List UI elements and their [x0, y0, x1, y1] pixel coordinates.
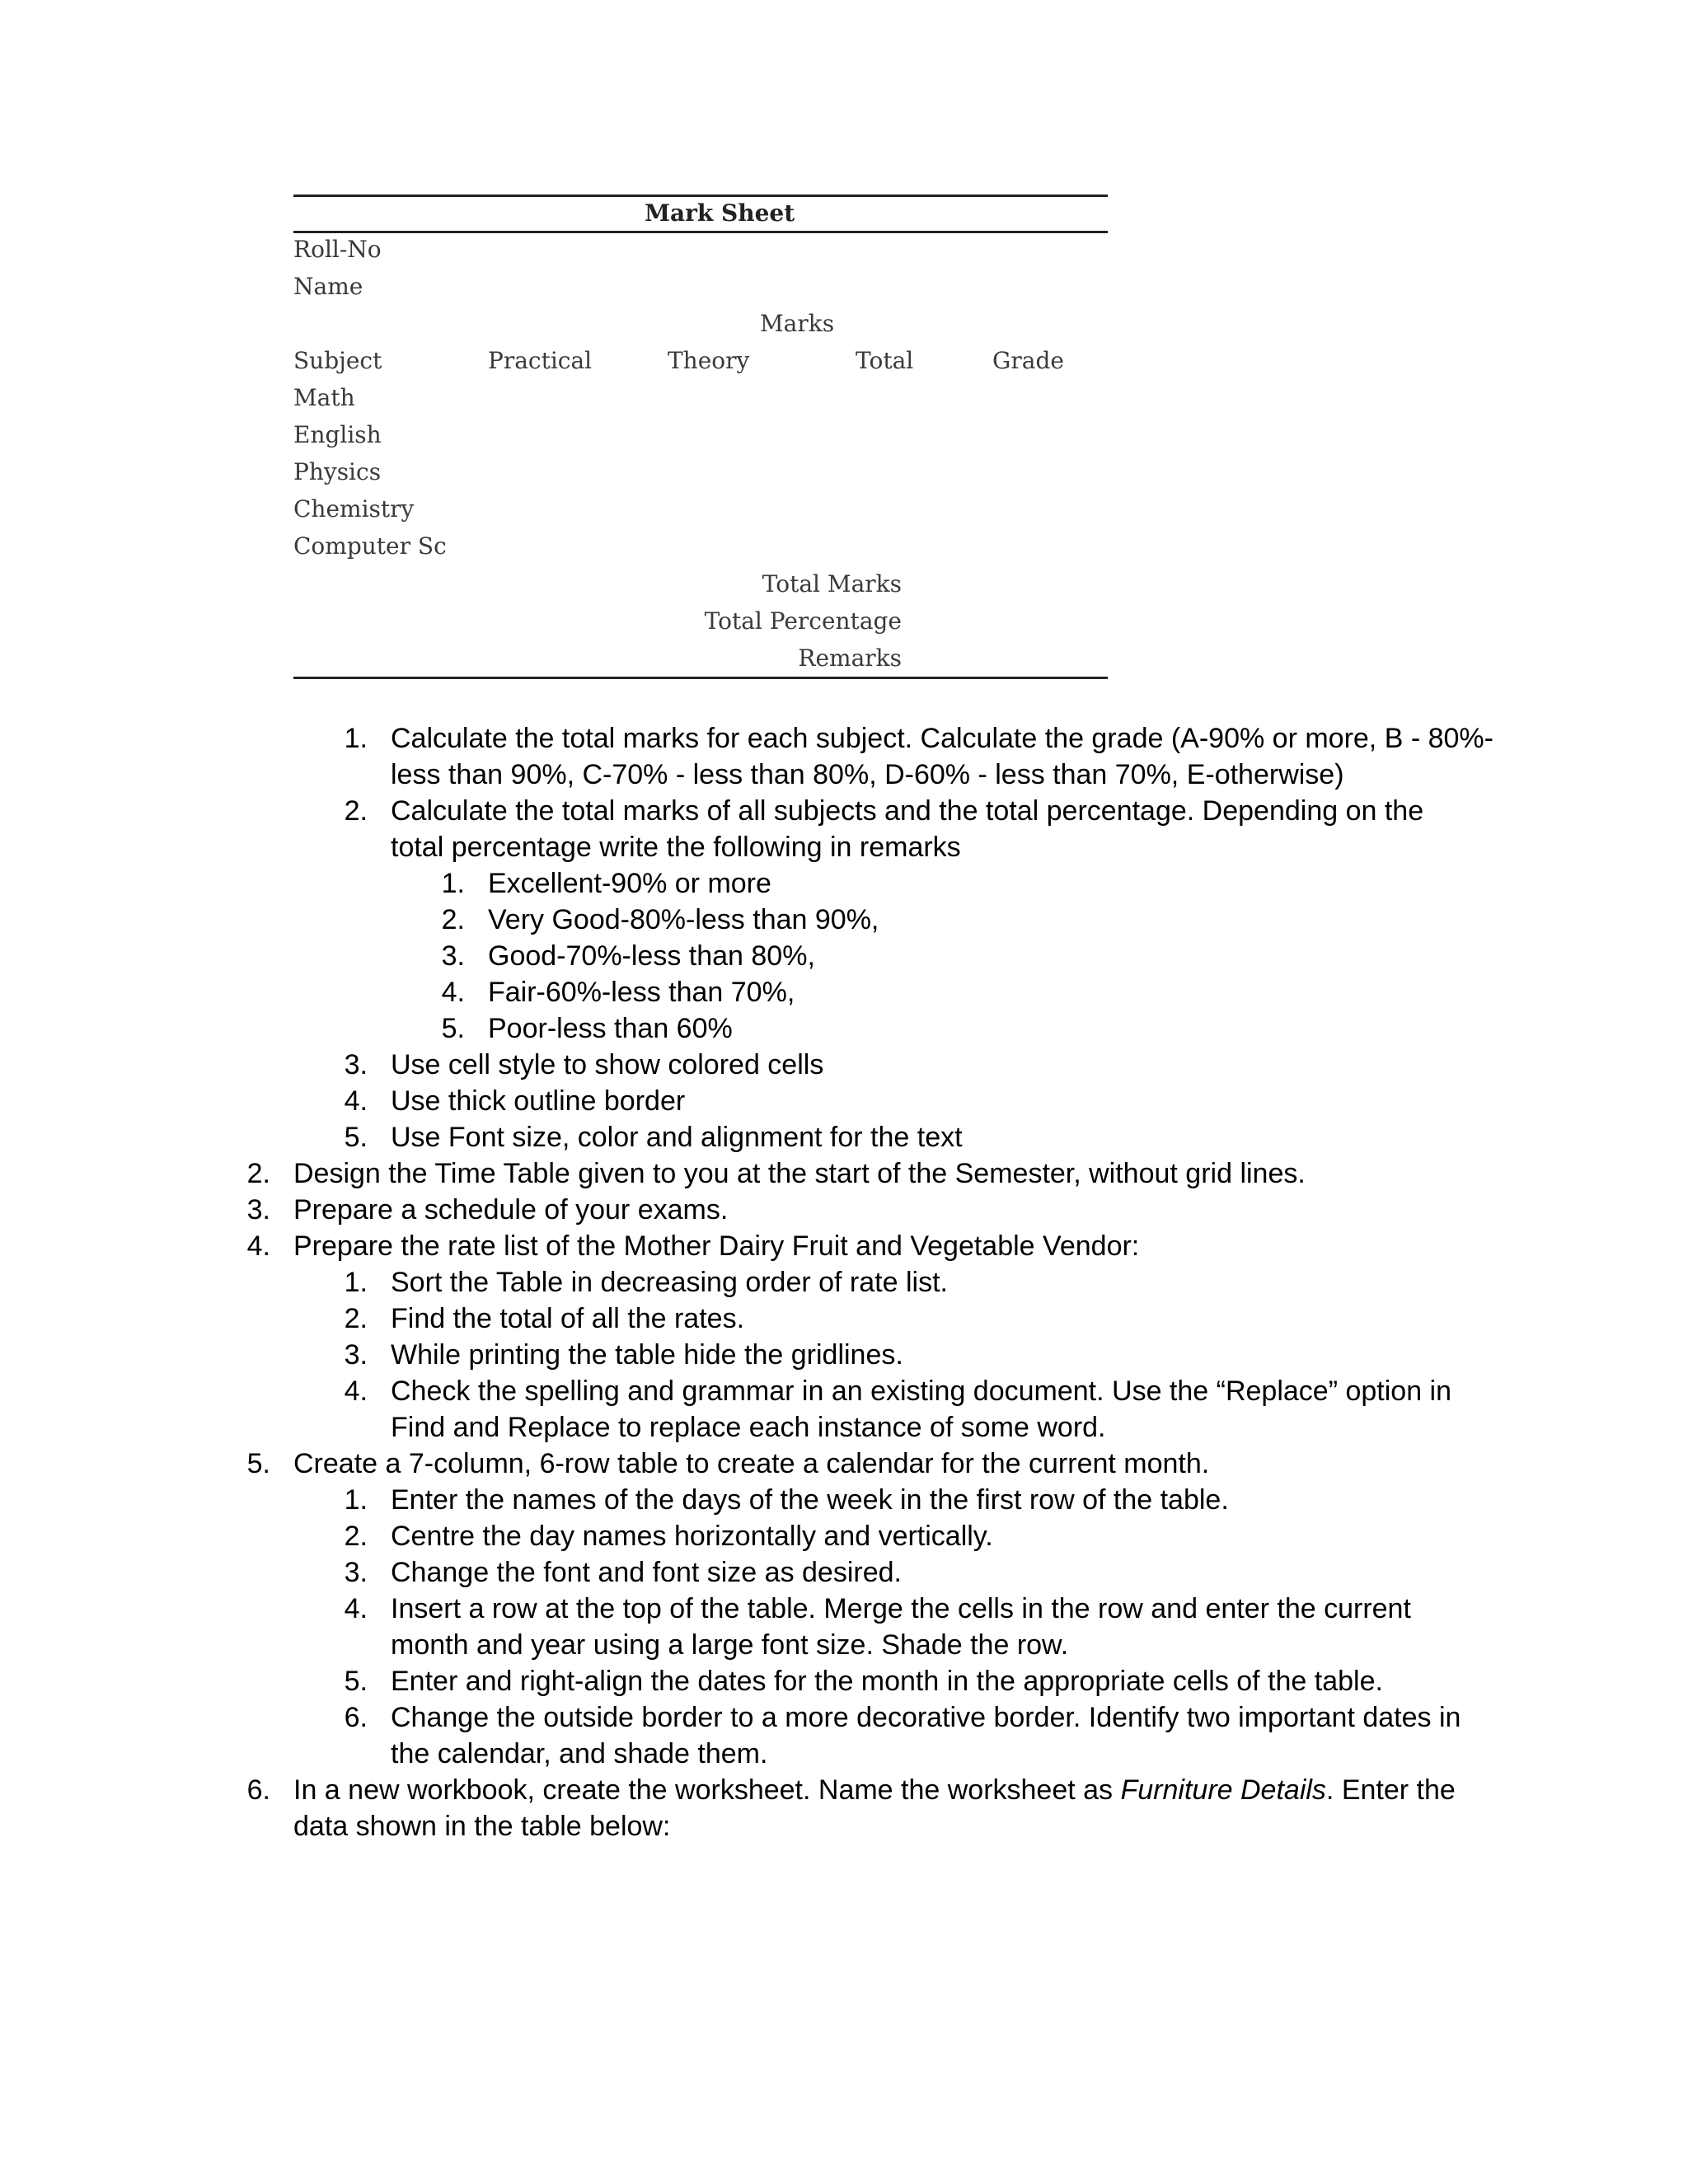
- list-item: While printing the table hide the gridlines.: [391, 1339, 903, 1371]
- list-item: Change the font and font size as desired.: [391, 1557, 902, 1588]
- list-item: Prepare a schedule of your exams.: [293, 1194, 729, 1226]
- list-item-continuation: less than 90%, C-70% - less than 80%, D-60% - less than 70%, E-otherwise): [391, 759, 1344, 790]
- mark-sheet-figure: [293, 194, 1108, 679]
- column-subject: Subject: [293, 347, 382, 374]
- list-item-continuation: data shown in the table below:: [293, 1811, 671, 1842]
- column-theory: Theory: [668, 347, 750, 374]
- subject-row: Chemistry: [293, 495, 415, 523]
- list-item-continuation: total percentage write the following in remarks: [391, 832, 961, 863]
- subject-row: Physics: [293, 458, 382, 485]
- list-item: Very Good-80%-less than 90%,: [488, 904, 879, 935]
- list-item: Insert a row at the top of the table. Merge the cells in the row and enter the current: [391, 1593, 1411, 1624]
- roll-no-label: Roll-No: [293, 236, 382, 263]
- list-number: 3.: [246, 1194, 270, 1226]
- list-number: 4.: [344, 1593, 368, 1624]
- top-rule: [293, 194, 1108, 197]
- column-grade: Grade: [992, 347, 1064, 374]
- list-item: Calculate the total marks of all subjects and the total percentage. Depending on the: [391, 795, 1424, 827]
- list-number: 4.: [441, 977, 465, 1008]
- list-number: 2.: [344, 1521, 368, 1552]
- list-item: Change the outside border to a more decorative border. Identify two important dates in: [391, 1702, 1461, 1733]
- list-number: 6.: [246, 1774, 270, 1806]
- item-text: In a new workbook, create the worksheet. Name the worksheet as: [293, 1774, 1121, 1806]
- list-item: Centre the day names horizontally and vertically.: [391, 1521, 993, 1552]
- list-number: 3.: [344, 1049, 368, 1080]
- subject-row: Math: [293, 384, 355, 411]
- list-item: Prepare the rate list of the Mother Dairy Fruit and Vegetable Vendor:: [293, 1230, 1140, 1262]
- list-item: Design the Time Table given to you at the start of the Semester, without grid lines.: [293, 1158, 1306, 1189]
- item-text: . Enter the: [1325, 1774, 1456, 1806]
- mark-sheet-title: Mark Sheet: [645, 199, 795, 227]
- list-item: Check the spelling and grammar in an existing document. Use the “Replace” option in: [391, 1376, 1452, 1407]
- subject-row: English: [293, 421, 382, 448]
- list-number: 5.: [344, 1666, 368, 1697]
- list-item: Good-70%-less than 80%,: [488, 940, 815, 972]
- column-total: Total: [856, 347, 914, 374]
- list-item: [293, 1772, 1456, 1808]
- list-number: 4.: [344, 1085, 368, 1117]
- worksheet-name: Furniture Details: [1120, 1774, 1326, 1806]
- title-rule: [293, 231, 1108, 233]
- list-item: Excellent-90% or more: [488, 868, 771, 899]
- list-number: 3.: [344, 1339, 368, 1371]
- column-practical: Practical: [488, 347, 593, 374]
- list-item: Use thick outline border: [391, 1085, 686, 1117]
- list-item: Use Font size, color and alignment for the text: [391, 1122, 963, 1153]
- list-item: Calculate the total marks for each subject. Calculate the grade (A-90% or more, B - 80%-: [391, 723, 1493, 754]
- list-item: Use cell style to show colored cells: [391, 1049, 824, 1080]
- list-number: 6.: [344, 1702, 368, 1733]
- list-item: Sort the Table in decreasing order of rate list.: [391, 1267, 948, 1298]
- list-number: 5.: [441, 1013, 465, 1044]
- list-number: 2.: [344, 795, 368, 827]
- bottom-rule: [293, 677, 1108, 679]
- total-marks-label: Total Marks: [762, 570, 902, 598]
- list-item: Find the total of all the rates.: [391, 1303, 745, 1334]
- list-item: Enter the names of the days of the week in the first row of the table.: [391, 1484, 1229, 1516]
- list-number: 4.: [246, 1230, 270, 1262]
- list-item: Enter and right-align the dates for the month in the appropriate cells of the table.: [391, 1666, 1383, 1697]
- list-number: 1.: [344, 723, 368, 754]
- list-number: 5.: [344, 1122, 368, 1153]
- total-percentage-label: Total Percentage: [704, 607, 902, 635]
- list-number: 3.: [441, 940, 465, 972]
- list-item: Poor-less than 60%: [488, 1013, 733, 1044]
- list-number: 1.: [344, 1267, 368, 1298]
- list-number: 1.: [441, 868, 465, 899]
- list-number: 1.: [344, 1484, 368, 1516]
- list-item-continuation: the calendar, and shade them.: [391, 1738, 768, 1769]
- list-item: Fair-60%-less than 70%,: [488, 977, 795, 1008]
- list-number: 2.: [344, 1303, 368, 1334]
- list-number: 3.: [344, 1557, 368, 1588]
- marks-header: Marks: [760, 310, 835, 337]
- list-number: 2.: [441, 904, 465, 935]
- name-label: Name: [293, 273, 363, 300]
- list-number: 5.: [246, 1448, 270, 1479]
- list-item-continuation: month and year using a large font size. Shade the row.: [391, 1629, 1069, 1661]
- list-item: Create a 7-column, 6-row table to create a calendar for the current month.: [293, 1448, 1210, 1479]
- remarks-label: Remarks: [798, 644, 902, 672]
- list-number: 4.: [344, 1376, 368, 1407]
- list-item-continuation: Find and Replace to replace each instance of some word.: [391, 1412, 1106, 1443]
- subject-row: Computer Sc: [293, 532, 447, 560]
- list-number: 2.: [246, 1158, 270, 1189]
